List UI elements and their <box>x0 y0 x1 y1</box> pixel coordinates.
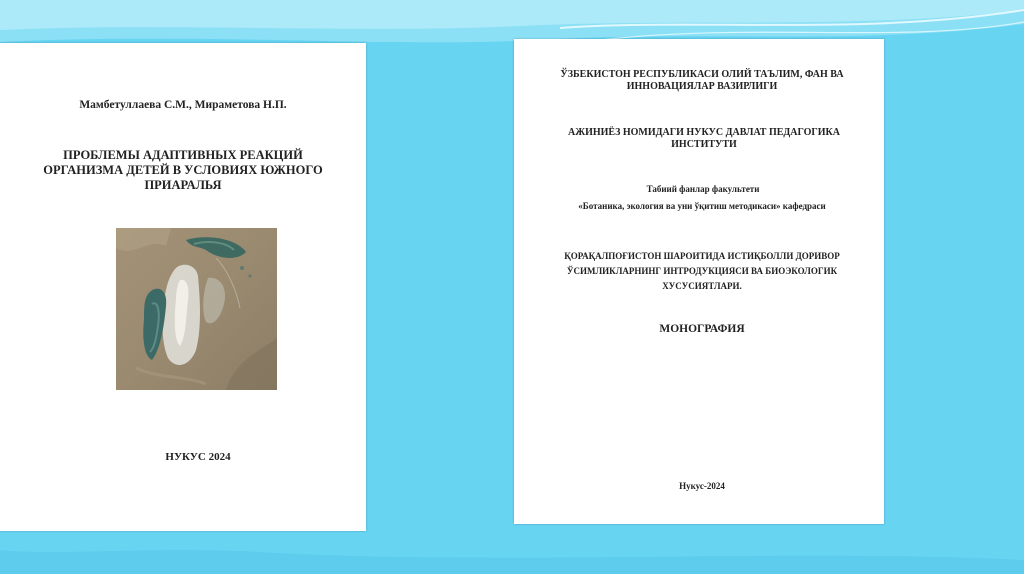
monograph-topic <box>520 249 884 294</box>
book-title-line: ОРГАНИЗМА ДЕТЕЙ В УСЛОВИЯХ ЮЖНОГО <box>43 163 323 177</box>
city-year: Нукус-2024 <box>679 481 725 491</box>
ministry-heading <box>520 69 884 93</box>
topic-line: ҚОРАҚАЛПОҒИСТОН ШАРОИТИДА ИСТИҚБОЛЛИ ДОРИВОР <box>564 251 840 261</box>
topic-line: ЎСИМЛИКЛАРНИНГ ИНТРОДУКЦИЯСИ ВА БИОЭКОЛОГИК <box>566 266 838 276</box>
institute-heading <box>524 127 884 151</box>
ministry-line: ЎЗБЕКИСТОН РЕСПУБЛИКАСИ ОЛИЙ ТАЪЛИМ, ФАН ВА <box>560 69 844 80</box>
aral-sea-satellite-image <box>116 228 277 390</box>
book-title-line: ПРИАРАЛЬЯ <box>144 178 222 192</box>
faculty-name: Табиий фанлар факультети <box>646 184 760 194</box>
authors: Мамбетуллаева С.М., Мираметова Н.П. <box>79 99 287 111</box>
right-book-title-page <box>514 39 884 524</box>
institute-line: ИНСТИТУТИ <box>671 139 737 150</box>
city-year: НУКУС 2024 <box>165 451 231 463</box>
ministry-line: ИННОВАЦИЯЛАР ВАЗИРЛИГИ <box>626 81 778 92</box>
topic-line: ХУСУСИЯТЛАРИ. <box>662 281 742 291</box>
book-title-line: ПРОБЛЕМЫ АДАПТИВНЫХ РЕАКЦИЙ <box>63 148 303 162</box>
department-name: «Ботаника, экология ва уни ўқитиш методикаси» кафедраси <box>578 201 826 211</box>
left-book-cover <box>0 43 366 531</box>
institute-line: АЖИНИЁЗ НОМИДАГИ НУКУС ДАВЛАТ ПЕДАГОГИКА <box>567 127 841 138</box>
book-title <box>0 148 366 193</box>
genre-label: МОНОГРАФИЯ <box>659 323 745 335</box>
